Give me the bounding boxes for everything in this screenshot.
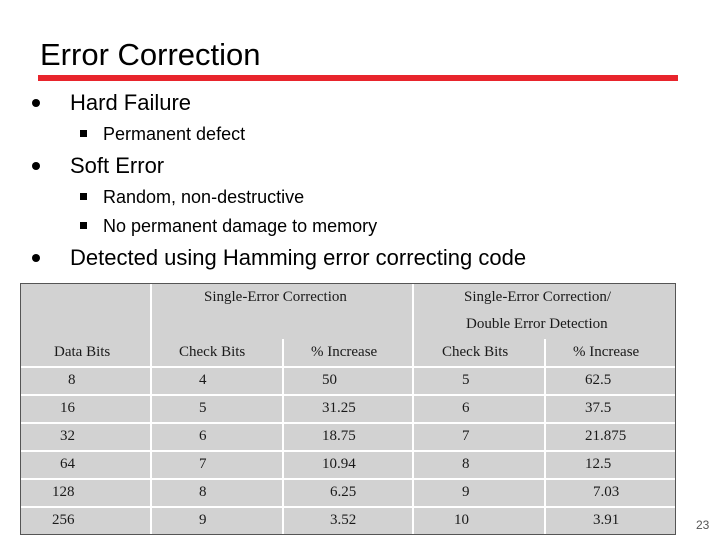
data-bits-cell: 64 <box>60 456 75 472</box>
table-divider <box>20 450 676 452</box>
group-header-sec: Single-Error Correction <box>204 289 347 305</box>
column-header: % Increase <box>311 344 378 360</box>
bullet-no-damage: No permanent damage to memory <box>103 216 378 236</box>
data-bits-cell: 256 <box>52 512 75 528</box>
sec-check-bits-cell: 6 <box>199 428 207 444</box>
table-divider <box>20 478 676 480</box>
sec-check-bits-cell: 5 <box>199 400 207 416</box>
table-divider <box>20 394 676 396</box>
ded-check-bits-cell: 10 <box>454 512 469 528</box>
ded-check-bits-cell: 8 <box>462 456 470 472</box>
bullet-permanent-defect: Permanent defect <box>103 124 246 144</box>
table-divider <box>282 339 284 535</box>
table-divider <box>20 506 676 508</box>
ded-increase-cell: 62.5 <box>585 372 612 388</box>
data-bits-cell: 32 <box>60 428 75 444</box>
hamming-table <box>20 283 676 535</box>
data-bits-cell: 8 <box>68 372 76 388</box>
table-divider <box>20 422 676 424</box>
table-divider <box>412 283 414 535</box>
bullet-dot-icon <box>32 162 40 170</box>
data-bits-cell: 16 <box>60 400 75 416</box>
bullet-square-icon <box>80 130 87 137</box>
ded-increase-cell: 3.91 <box>593 512 620 528</box>
title-underline <box>38 75 678 81</box>
ded-increase-cell: 21.875 <box>585 428 627 444</box>
column-header: Data Bits <box>54 344 111 360</box>
group-header-ded-line1: Single-Error Correction/ <box>464 289 612 305</box>
bullet-detected: Detected using Hamming error correcting code <box>70 245 527 270</box>
bullet-square-icon <box>80 193 87 200</box>
ded-increase-cell: 7.03 <box>593 484 620 500</box>
bullet-random: Random, non-destructive <box>103 187 305 207</box>
ded-check-bits-cell: 9 <box>462 484 470 500</box>
data-bits-cell: 128 <box>52 484 75 500</box>
ded-check-bits-cell: 5 <box>462 372 470 388</box>
bullet-hard-failure: Hard Failure <box>70 90 192 115</box>
bullet-dot-icon <box>32 99 40 107</box>
bullet-square-icon <box>80 222 87 229</box>
sec-increase-cell: 10.94 <box>322 456 356 472</box>
sec-increase-cell: 18.75 <box>322 428 356 444</box>
column-header: % Increase <box>573 344 640 360</box>
table-divider <box>544 339 546 535</box>
bullet-dot-icon <box>32 254 40 262</box>
sec-increase-cell: 31.25 <box>322 400 356 416</box>
sec-check-bits-cell: 8 <box>199 484 207 500</box>
sec-check-bits-cell: 4 <box>199 372 207 388</box>
sec-check-bits-cell: 9 <box>199 512 207 528</box>
column-header: Check Bits <box>442 344 509 360</box>
group-header-ded-line2: Double Error Detection <box>466 316 608 332</box>
sec-check-bits-cell: 7 <box>199 456 207 472</box>
ded-increase-cell: 37.5 <box>585 400 612 416</box>
table-divider <box>20 366 676 368</box>
ded-check-bits-cell: 6 <box>462 400 470 416</box>
ded-increase-cell: 12.5 <box>585 456 612 472</box>
sec-increase-cell: 6.25 <box>330 484 357 500</box>
page-number: 23 <box>696 518 710 532</box>
table-divider <box>150 283 152 535</box>
ded-check-bits-cell: 7 <box>462 428 470 444</box>
sec-increase-cell: 3.52 <box>330 512 357 528</box>
column-header: Check Bits <box>179 344 246 360</box>
slide-title: Error Correction <box>40 37 261 72</box>
sec-increase-cell: 50 <box>322 372 337 388</box>
bullet-soft-error: Soft Error <box>70 153 165 178</box>
